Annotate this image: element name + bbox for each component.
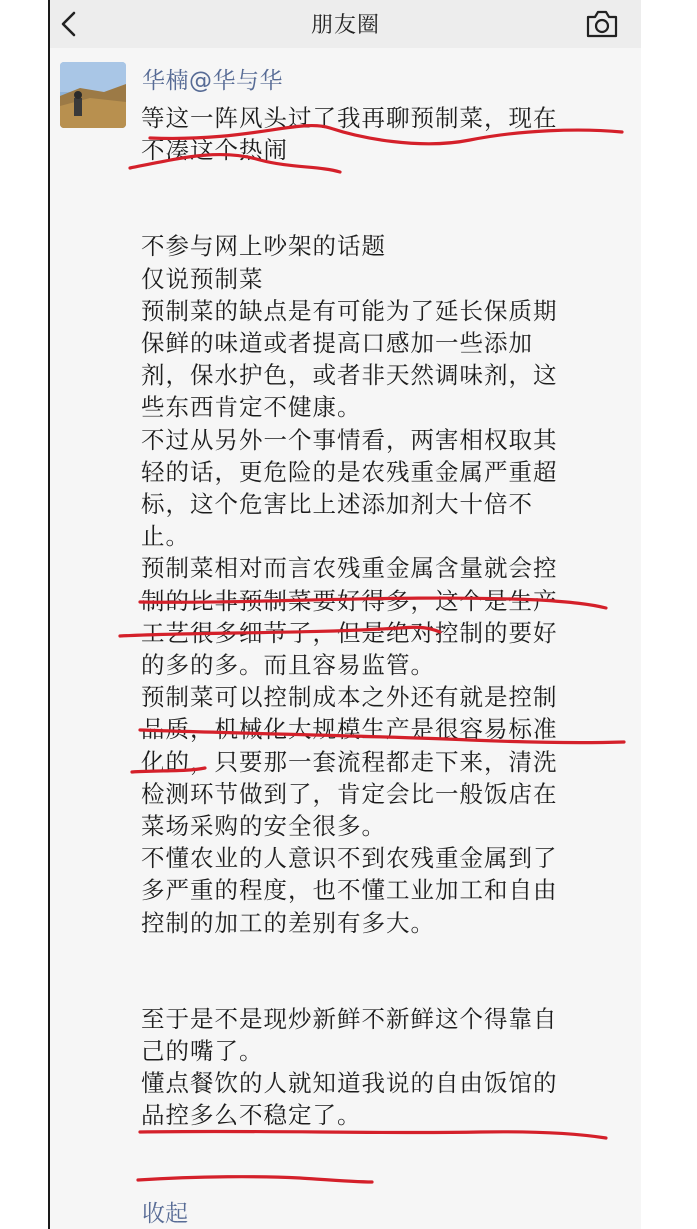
- paragraph-gap: [141, 198, 621, 230]
- paragraph-gap: [141, 939, 621, 971]
- post-paragraph: 至于是不是现炒新鲜不新鲜这个得靠自 己的嘴了。 懂点餐饮的人就知道我说的自由饭馆的 品控多么不稳定了。: [141, 1004, 558, 1130]
- moments-panel: [50, 0, 641, 1229]
- left-margin: [0, 0, 48, 1229]
- avatar[interactable]: [60, 62, 126, 128]
- post-paragraph: 等这一阵风头过了我再聊预制菜，现在 不凑这个热闹: [141, 104, 558, 165]
- paragraph-gap: [141, 166, 621, 198]
- nav-bar: [50, 0, 641, 48]
- post-paragraph: 不参与网上吵架的话题 仅说预制菜 预制菜的缺点是有可能为了延长保质期 保鲜的味道或者提高口感加一些添加 剂，保水护色，或者非天然调味剂，这 些东西肯定不健康。 不过从另外一个事情看，两害相权取其 轻的话，更危险的是农残重金属严重超 标，这个危害比上述添加剂大十倍不 止。 预制菜相对而言农残重金属含量就会控 制的比非预制菜要好得多，这个是生产 工艺很多细节了，但是绝对控制的要好 的多的多。而且容易监管。 预制菜可以控制成本之外还有就是控制 品质，机械化大规模生产是很容易标准 化的，只要那一套流程都走下来，清洗 检测环节做到了，肯定会比一般饭店在 菜场采购的安全很多。 不懂农业的人意识不到农残重金属到了 多严重的程度，也不懂工业加工和自由 控制的加工的差别有多大。: [141, 232, 558, 937]
- paragraph-gap: [141, 971, 621, 1003]
- author-name[interactable]: 华楠@华与华: [142, 68, 283, 94]
- right-margin: [641, 0, 697, 1229]
- camera-icon[interactable]: [585, 9, 619, 39]
- post-content: [141, 102, 621, 1132]
- page-title: 朋友圈: [310, 13, 380, 38]
- collapse-link[interactable]: 收起: [142, 1201, 188, 1227]
